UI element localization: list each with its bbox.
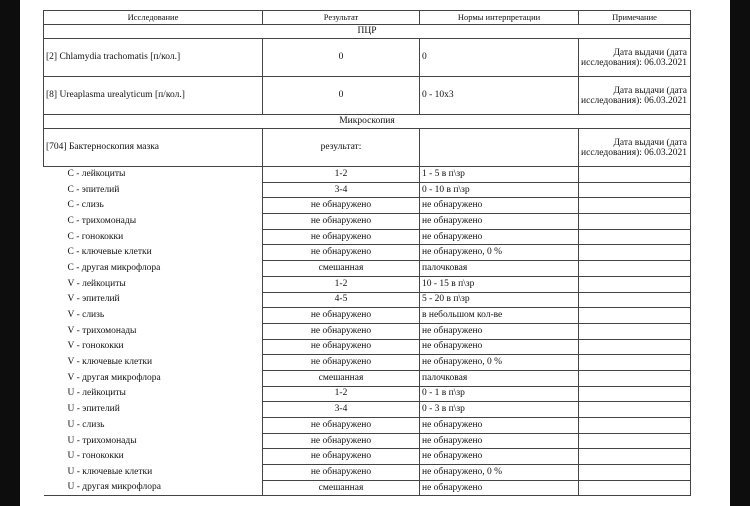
viewer-right-edge — [730, 0, 750, 506]
parameter-name: U - эпителий — [44, 402, 263, 418]
test-name: [8] Ureaplasma urealyticum [п/кол.] — [44, 77, 263, 115]
parameter-note — [579, 214, 691, 230]
microscopy-results — [44, 167, 691, 496]
parameter-norm: не обнаружено — [420, 449, 579, 465]
parameter-norm: не обнаружено — [420, 229, 579, 245]
parameter-norm: не обнаружено — [420, 339, 579, 355]
parameter-norm: 1 - 5 в п\зр — [420, 167, 579, 183]
parameter-note — [579, 339, 691, 355]
microscopy-row — [44, 214, 691, 230]
parameter-result: 3-4 — [263, 182, 420, 198]
parameter-result: 1-2 — [263, 276, 420, 292]
parameter-norm: не обнаружено — [420, 323, 579, 339]
test-norm: 0 - 10x3 — [420, 77, 579, 115]
parameter-name: V - эпителий — [44, 292, 263, 308]
microscopy-row — [44, 370, 691, 386]
parameter-norm: 0 - 10 в п\зр — [420, 182, 579, 198]
microscopy-row — [44, 339, 691, 355]
parameter-result: не обнаружено — [263, 355, 420, 371]
parameter-name: U - трихомонады — [44, 433, 263, 449]
parameter-norm: не обнаружено — [420, 480, 579, 496]
parameter-name: V - ключевые клетки — [44, 355, 263, 371]
header-norms: Нормы интерпретации — [420, 11, 579, 25]
lab-results-table — [43, 10, 691, 496]
parameter-note — [579, 167, 691, 183]
test-result: результат: — [263, 129, 420, 167]
header-study: Исследование — [44, 11, 263, 25]
parameter-norm: палочковая — [420, 370, 579, 386]
pcr-test-row — [44, 39, 691, 77]
parameter-name: V - другая микрофлора — [44, 370, 263, 386]
parameter-name: C - слизь — [44, 198, 263, 214]
microscopy-row — [44, 198, 691, 214]
parameter-result: не обнаружено — [263, 245, 420, 261]
parameter-result: 1-2 — [263, 167, 420, 183]
parameter-note — [579, 182, 691, 198]
parameter-norm: не обнаружено, 0 % — [420, 465, 579, 481]
microscopy-row — [44, 292, 691, 308]
test-name: [2] Chlamydia trachomatis [п/кол.] — [44, 39, 263, 77]
parameter-result: не обнаружено — [263, 418, 420, 434]
parameter-norm: палочковая — [420, 261, 579, 277]
section-title-pcr: ПЦР — [44, 25, 691, 39]
parameter-norm: 0 - 1 в п\зр — [420, 386, 579, 402]
viewer-left-edge — [0, 0, 20, 506]
microscopy-row — [44, 480, 691, 496]
parameter-name: V - слизь — [44, 308, 263, 324]
section-row-pcr — [44, 25, 691, 39]
microscopy-row — [44, 323, 691, 339]
parameter-note — [579, 261, 691, 277]
parameter-name: U - лейкоциты — [44, 386, 263, 402]
header-note: Примечание — [579, 11, 691, 25]
microscopy-row — [44, 229, 691, 245]
parameter-norm: не обнаружено — [420, 433, 579, 449]
parameter-note — [579, 355, 691, 371]
parameter-norm: в небольшом кол-ве — [420, 308, 579, 324]
parameter-result: не обнаружено — [263, 449, 420, 465]
parameter-note — [579, 370, 691, 386]
parameter-note — [579, 198, 691, 214]
parameter-norm: 10 - 15 в п\зр — [420, 276, 579, 292]
parameter-name: C - лейкоциты — [44, 167, 263, 183]
parameter-result: не обнаружено — [263, 214, 420, 230]
test-norm: 0 — [420, 39, 579, 77]
parameter-note — [579, 323, 691, 339]
parameter-result: не обнаружено — [263, 339, 420, 355]
parameter-result: смешанная — [263, 480, 420, 496]
parameter-name: C - эпителий — [44, 182, 263, 198]
parameter-note — [579, 402, 691, 418]
pcr-test-row — [44, 77, 691, 115]
parameter-name: V - трихомонады — [44, 323, 263, 339]
test-note: Дата выдачи (дата исследования): 06.03.2021 — [579, 77, 691, 115]
section-row-microscopy — [44, 115, 691, 129]
microscopy-row — [44, 386, 691, 402]
parameter-name: U - гонококки — [44, 449, 263, 465]
parameter-norm: не обнаружено, 0 % — [420, 355, 579, 371]
parameter-note — [579, 245, 691, 261]
microscopy-row — [44, 276, 691, 292]
parameter-result: не обнаружено — [263, 465, 420, 481]
microscopy-row — [44, 245, 691, 261]
parameter-norm: 0 - 3 в п\зр — [420, 402, 579, 418]
parameter-name: V - гонококки — [44, 339, 263, 355]
header-result: Результат — [263, 11, 420, 25]
microscopy-row — [44, 261, 691, 277]
microscopy-row — [44, 449, 691, 465]
parameter-name: U - другая микрофлора — [44, 480, 263, 496]
parameter-note — [579, 229, 691, 245]
parameter-norm: 5 - 20 в п\зр — [420, 292, 579, 308]
test-result: 0 — [263, 77, 420, 115]
parameter-note — [579, 276, 691, 292]
microscopy-row — [44, 418, 691, 434]
microscopy-test-row — [44, 129, 691, 167]
parameter-norm: не обнаружено — [420, 418, 579, 434]
microscopy-row — [44, 402, 691, 418]
parameter-result: смешанная — [263, 370, 420, 386]
parameter-name: U - слизь — [44, 418, 263, 434]
test-note: Дата выдачи (дата исследования): 06.03.2021 — [579, 129, 691, 167]
parameter-result: не обнаружено — [263, 433, 420, 449]
parameter-note — [579, 449, 691, 465]
parameter-result: не обнаружено — [263, 198, 420, 214]
test-norm — [420, 129, 579, 167]
parameter-norm: не обнаружено — [420, 198, 579, 214]
section-title-microscopy: Микроскопия — [44, 115, 691, 129]
parameter-result: 4-5 — [263, 292, 420, 308]
parameter-name: C - другая микрофлора — [44, 261, 263, 277]
parameter-note — [579, 292, 691, 308]
parameter-note — [579, 433, 691, 449]
microscopy-row — [44, 355, 691, 371]
test-name: [704] Бактерноскопия мазка — [44, 129, 263, 167]
parameter-result: не обнаружено — [263, 308, 420, 324]
parameter-result: не обнаружено — [263, 229, 420, 245]
table-header-row — [44, 11, 691, 25]
microscopy-row — [44, 167, 691, 183]
parameter-norm: не обнаружено — [420, 214, 579, 230]
microscopy-row — [44, 465, 691, 481]
test-note: Дата выдачи (дата исследования): 06.03.2021 — [579, 39, 691, 77]
parameter-result: не обнаружено — [263, 323, 420, 339]
parameter-name: V - лейкоциты — [44, 276, 263, 292]
microscopy-row — [44, 308, 691, 324]
microscopy-row — [44, 433, 691, 449]
parameter-note — [579, 308, 691, 324]
microscopy-row — [44, 182, 691, 198]
parameter-norm: не обнаружено, 0 % — [420, 245, 579, 261]
parameter-note — [579, 465, 691, 481]
parameter-result: смешанная — [263, 261, 420, 277]
parameter-note — [579, 418, 691, 434]
parameter-name: U - ключевые клетки — [44, 465, 263, 481]
parameter-result: 3-4 — [263, 402, 420, 418]
test-result: 0 — [263, 39, 420, 77]
parameter-name: C - гонококки — [44, 229, 263, 245]
parameter-note — [579, 386, 691, 402]
parameter-name: C - ключевые клетки — [44, 245, 263, 261]
parameter-note — [579, 480, 691, 496]
parameter-name: C - трихомонады — [44, 214, 263, 230]
parameter-result: 1-2 — [263, 386, 420, 402]
